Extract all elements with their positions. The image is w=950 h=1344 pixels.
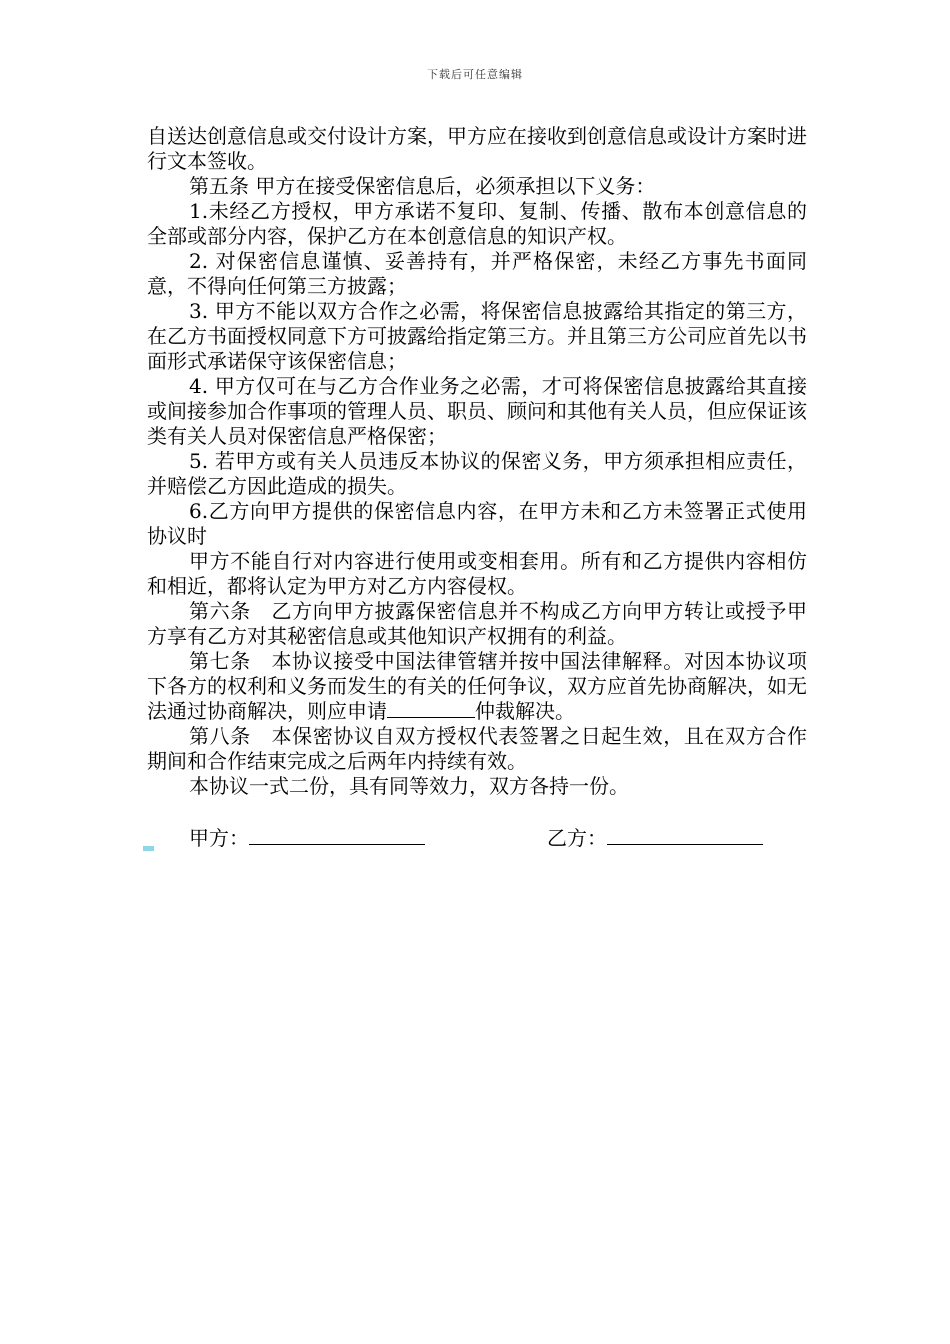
paragraph-copies: 本协议一式二份，具有同等效力，双方各持一份。 (189, 774, 629, 798)
party-a-signature-line[interactable] (249, 824, 425, 845)
signature-row (147, 822, 807, 852)
paragraph-obligation-5: 5. 若甲方或有关人员违反本协议的保密义务，甲方须承担相应责任，并赔偿乙方因此造成的损失。 (147, 449, 807, 498)
paragraph-article-5-heading: 第五条 甲方在接受保密信息后，必须承担以下义务： (189, 174, 656, 198)
party-a-label: 甲方： (189, 826, 249, 850)
article-7-text-end: 仲裁解决。 (475, 699, 575, 723)
paragraph-obligation-2: 2. 对保密信息谨慎、妥善持有，并严格保密，未经乙方事先书面同意，不得向任何第三方披露； (147, 249, 807, 298)
text-cursor-marker (143, 846, 154, 851)
paragraph-obligation-6-continued: 甲方不能自行对内容进行使用或变相套用。所有和乙方提供内容相仿和相近，都将认定为甲方对乙方内容侵权。 (147, 549, 807, 598)
paragraph-obligation-1: 1.未经乙方授权，甲方承诺不复印、复制、传播、散布本创意信息的全部或部分内容，保护乙方在本创意信息的知识产权。 (147, 199, 807, 248)
party-a-signature (189, 822, 425, 851)
paragraph-article-6: 第六条 乙方向甲方披露保密信息并不构成乙方向甲方转让或授予甲方享有乙方对其秘密信息或其他知识产权拥有的利益。 (147, 599, 807, 648)
paragraph-obligation-4: 4. 甲方仅可在与乙方合作业务之必需，才可将保密信息披露给其直接或间接参加合作事项的管理人员、职员、顾问和其他有关人员，但应保证该类有关人员对保密信息严格保密； (147, 374, 807, 448)
agreement-body (147, 124, 807, 799)
article-7-text: 第七条 本协议接受中国法律管辖并按中国法律解释。对因本协议项下各方的权利和义务而发生的有关的任何争议，双方应首先协商解决，如无法通过协商解决，则应申请 (147, 649, 807, 723)
paragraph-delivery-receipt: 自送达创意信息或交付设计方案，甲方应在接收到创意信息或设计方案时进行文本签收。 (147, 124, 807, 173)
paragraph-obligation-3: 3. 甲方不能以双方合作之必需，将保密信息披露给其指定的第三方，在乙方书面授权同意下方可披露给指定第三方。并且第三方公司应首先以书面形式承诺保守该保密信息； (147, 299, 807, 373)
arbitration-blank-field[interactable] (387, 699, 475, 718)
paragraph-article-7 (147, 649, 807, 724)
party-b-label: 乙方： (547, 826, 607, 850)
page-header-note: 下载后可任意编辑 (427, 68, 523, 81)
paragraph-article-8: 第八条 本保密协议自双方授权代表签署之日起生效，且在双方合作期间和合作结束完成之后两年内持续有效。 (147, 724, 807, 773)
paragraph-obligation-6: 6.乙方向甲方提供的保密信息内容，在甲方未和乙方未签署正式使用协议时 (147, 499, 807, 548)
party-b-signature-line[interactable] (607, 824, 763, 845)
party-b-signature (547, 822, 763, 851)
